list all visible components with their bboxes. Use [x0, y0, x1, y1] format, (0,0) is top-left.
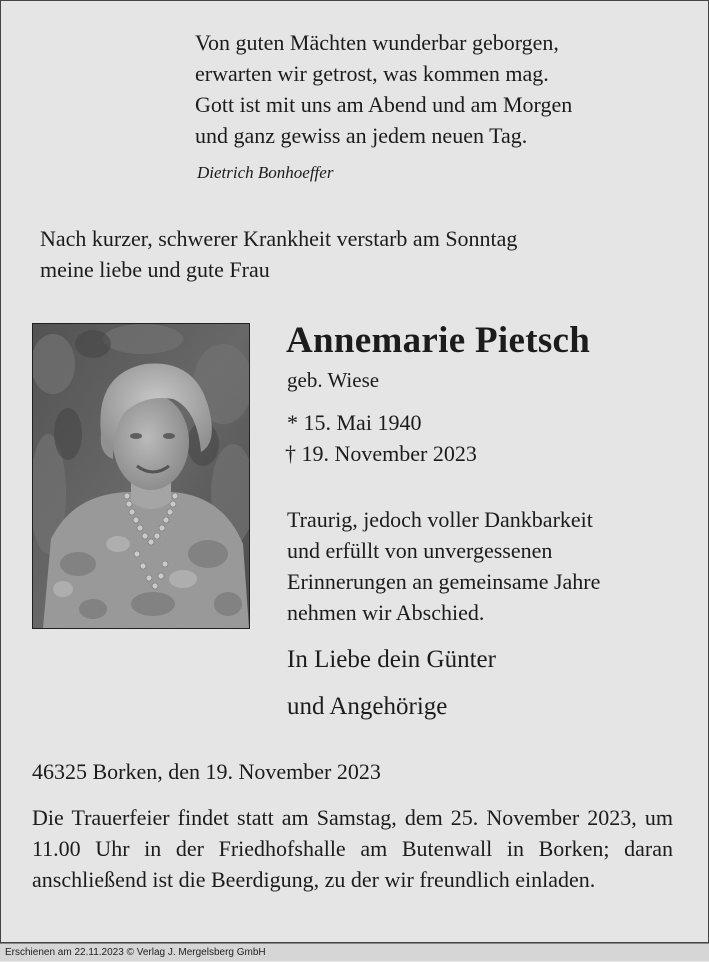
publication-footer: Erschienen am 22.11.2023 © Verlag J. Mergelsberg GmbH — [0, 943, 709, 961]
farewell-line: und erfüllt von unvergessenen — [287, 538, 553, 563]
place-date: 46325 Borken, den 19. November 2023 — [32, 759, 381, 784]
intro-text — [40, 223, 517, 285]
farewell-line: nehmen wir Abschied. — [287, 600, 485, 625]
poem-line: Von guten Mächten wunderbar geborgen, — [195, 30, 559, 55]
deceased-name: Annemarie Pietsch — [286, 320, 591, 361]
intro-line: meine liebe und gute Frau — [40, 257, 270, 282]
poem-line: Gott ist mit uns am Abend und am Morgen — [195, 92, 573, 117]
signature-line-1: In Liebe dein Günter — [287, 646, 496, 673]
poem-line: und ganz gewiss an jedem neuen Tag. — [195, 123, 528, 148]
funeral-info: Die Trauerfeier findet statt am Samstag, dem 25. November 2023, um 11.00 Uhr in der Friedhofshalle am Butenwall in Borken; daran anschließend ist die Beerdigung, zu der wir freundlich einladen. — [32, 805, 673, 892]
portrait-image — [33, 324, 249, 628]
portrait-photo — [32, 323, 250, 629]
poem — [195, 27, 572, 151]
farewell-line: Erinnerungen an gemeinsame Jahre — [287, 569, 601, 594]
farewell-text — [287, 504, 600, 628]
birth-date: * 15. Mai 1940 — [287, 410, 422, 435]
maiden-name: geb. Wiese — [287, 368, 380, 392]
poem-line: erwarten wir getrost, was kommen mag. — [195, 61, 549, 86]
poem-author: Dietrich Bonhoeffer — [197, 163, 334, 182]
death-date: † 19. November 2023 — [285, 441, 477, 466]
signature-line-2: und Angehörige — [287, 693, 448, 720]
intro-line: Nach kurzer, schwerer Krankheit verstarb am Sonntag — [40, 226, 518, 251]
farewell-line: Traurig, jedoch voller Dankbarkeit — [287, 507, 593, 532]
